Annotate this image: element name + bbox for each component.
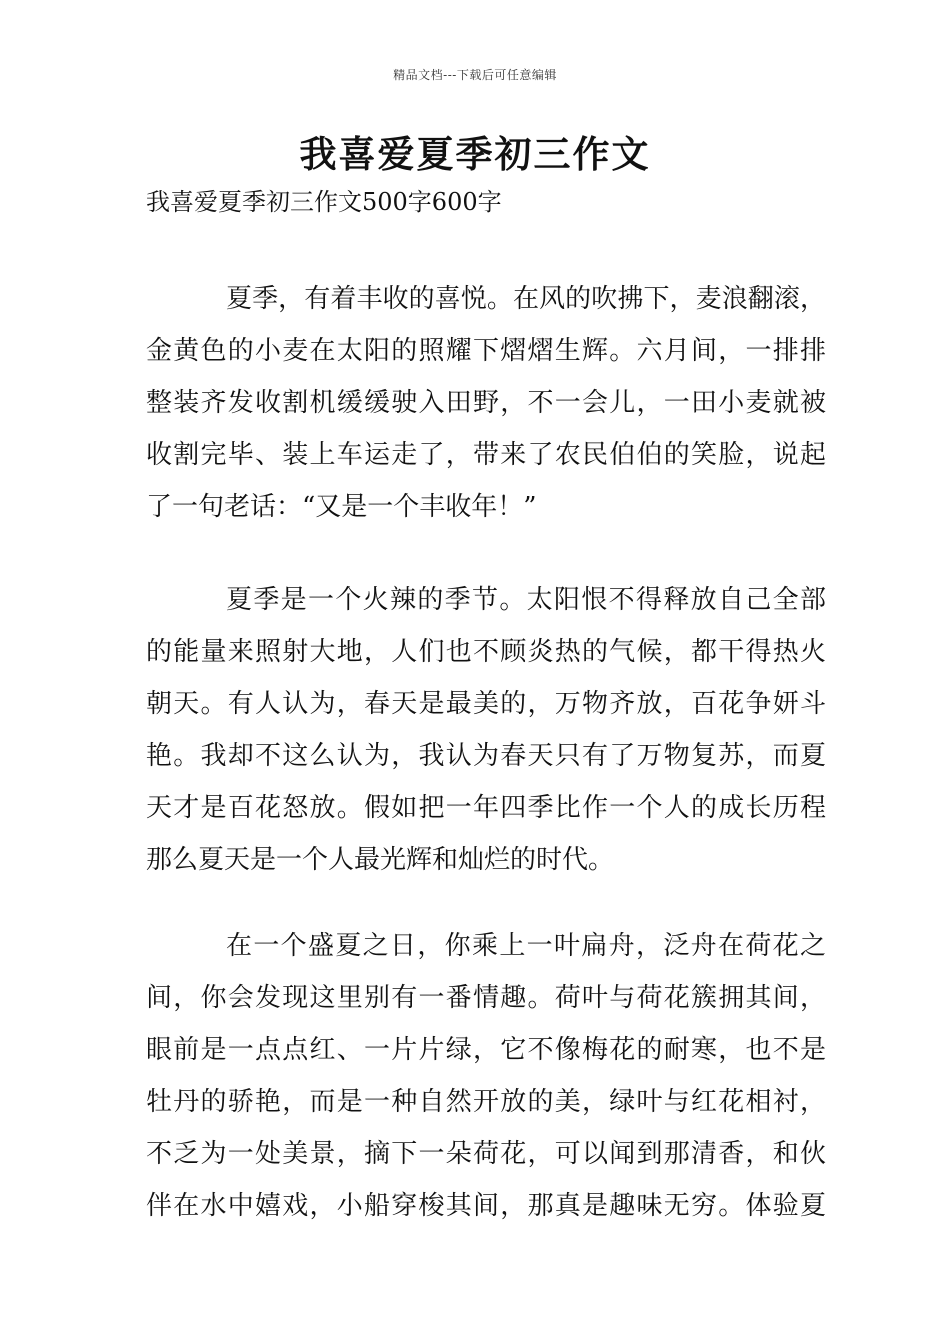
- paragraph-line: 天才是百花怒放。假如把一年四季比作一个人的成长历程: [146, 793, 826, 823]
- paragraph-line: 伴在水中嬉戏，小船穿梭其间，那真是趣味无穷。体验夏: [146, 1191, 826, 1221]
- paragraph-2: [146, 574, 826, 886]
- paragraph-line: 收割完毕、装上车运走了，带来了农民伯伯的笑脸，说起: [146, 440, 826, 470]
- paragraph-line: 金黄色的小麦在太阳的照耀下熠熠生辉。六月间，一排排: [146, 336, 826, 366]
- paragraph-line: 夏季是一个火辣的季节。太阳恨不得释放自己全部: [226, 585, 826, 615]
- paragraph-line: 那么夏天是一个人最光辉和灿烂的时代。: [146, 845, 615, 875]
- paragraph-line: 朝天。有人认为，春天是最美的，万物齐放，百花争妍斗: [146, 689, 826, 719]
- page-title: 我喜爱夏季初三作文: [299, 132, 651, 176]
- paragraph-line: 在一个盛夏之日，你乘上一叶扁舟，泛舟在荷花之: [226, 931, 826, 961]
- paragraph-line: 眼前是一点点红、一片片绿，它不像梅花的耐寒，也不是: [146, 1035, 826, 1065]
- page-subtitle: 我喜爱夏季初三作文500字600字: [146, 188, 502, 216]
- header-note: 精品文档---下载后可任意编辑: [393, 68, 557, 82]
- paragraph-line: 的能量来照射大地，人们也不顾炎热的气候，都干得热火: [146, 637, 826, 667]
- paragraph-1: [146, 273, 826, 533]
- paragraph-3: [146, 920, 826, 1232]
- paragraph-line: 不乏为一处美景，摘下一朵荷花，可以闻到那清香，和伙: [146, 1139, 826, 1169]
- paragraph-line: 牡丹的骄艳，而是一种自然开放的美，绿叶与红花相衬，: [146, 1087, 826, 1117]
- paragraph-line: 整装齐发收割机缓缓驶入田野，不一会儿，一田小麦就被: [146, 388, 826, 418]
- paragraph-line: 了一句老话：“又是一个丰收年！”: [146, 492, 537, 522]
- paragraph-line: 艳。我却不这么认为，我认为春天只有了万物复苏，而夏: [146, 741, 826, 771]
- paragraph-line: 间，你会发现这里别有一番情趣。荷叶与荷花簇拥其间，: [146, 983, 826, 1013]
- paragraph-line: 夏季，有着丰收的喜悦。在风的吹拂下，麦浪翻滚，: [226, 284, 826, 314]
